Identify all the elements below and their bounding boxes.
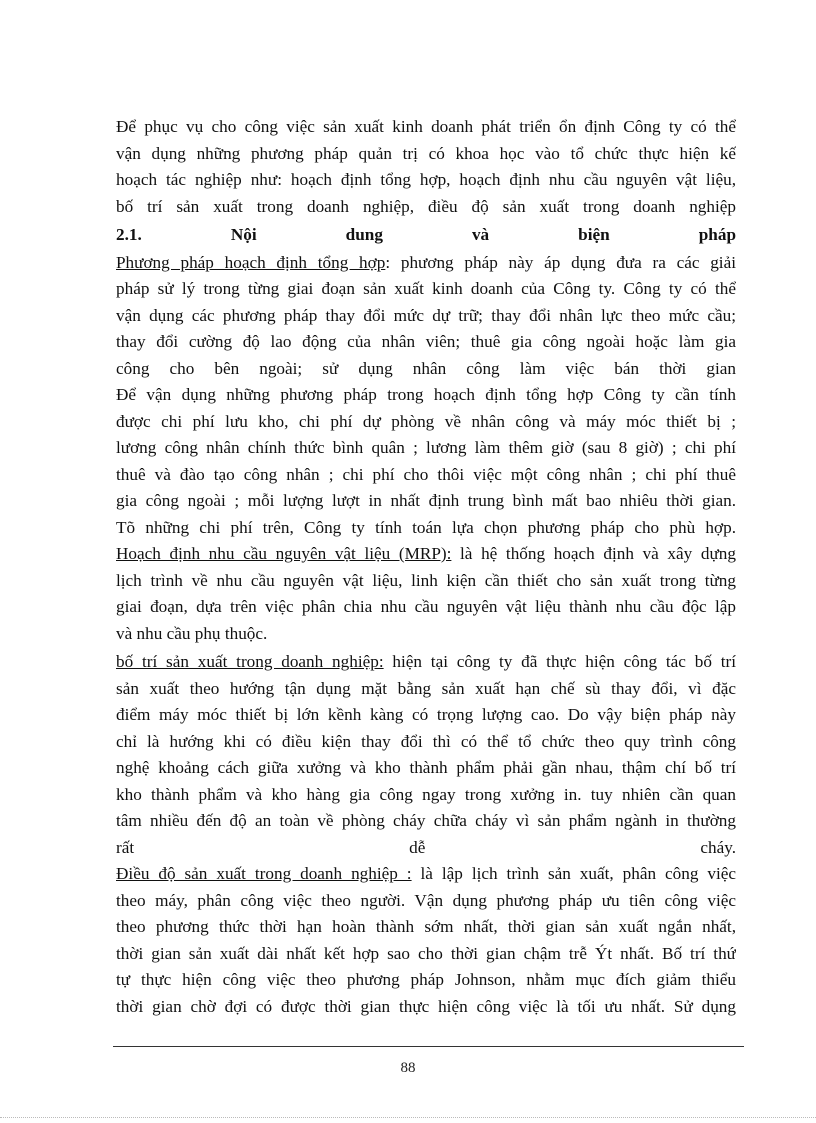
text-line: Để vận dụng những phương pháp trong hoạch định tổng hợp Công ty cần tính — [116, 385, 736, 404]
page-bottom-edge — [0, 1117, 816, 1118]
text-line: điểm máy móc thiết bị lớn kềnh kàng có trọng lượng cao. Do vậy biện pháp này — [116, 705, 736, 724]
text-line: tự thực hiện công việc theo phương pháp Johnson, nhằm mục đích giảm thiểu — [116, 970, 736, 989]
text-line: Điều độ sản xuất trong doanh nghiệp : là lập lịch trình sản xuất, phân công việc — [116, 864, 736, 883]
text-line: bố trí sản xuất trong doanh nghiệp, điều độ sản xuất trong doanh nghiệp — [116, 196, 736, 216]
text-line: bố trí sản xuất trong doanh nghiệp: hiện tại công ty đã thực hiện công tác bố trí — [116, 652, 736, 671]
text-line: thuê và đào tạo công nhân ; chi phí cho thôi việc một công nhân ; chi phí thuê — [116, 464, 736, 484]
layout-term: bố trí sản xuất trong doanh nghiệp: — [116, 652, 384, 671]
footer-divider — [113, 1046, 744, 1047]
text-line: vận dụng những phương pháp quản trị có khoa học vào tổ chức thực hiện kế — [116, 143, 736, 163]
text-line: Phương pháp hoạch định tổng hợp: phương pháp này áp dụng đưa ra các giải — [116, 252, 736, 272]
text-line: nghệ khoảng cách giữa xưởng và kho thành phẩm phải gần nhau, thậm chí bố trí — [116, 758, 736, 777]
text-line: kho thành phẩm và kho hàng gia công ngay trong xưởng in. tuy nhiên cần quan — [116, 784, 736, 804]
text-line: Tõ những chi phí trên, Công ty tính toán lựa chọn phương pháp cho phù hợp. — [116, 517, 736, 537]
text-line: lịch trình về nhu cầu nguyên vật liệu, linh kiện cần thiết cho sản xuất trong từng — [116, 570, 736, 590]
text-line: được chi phí lưu kho, chi phí dự phòng về nhân công và máy móc thiết bị ; — [116, 411, 736, 431]
layout-paragraph — [116, 649, 736, 861]
text-line: và nhu cầu phụ thuộc. — [116, 623, 268, 643]
text-line: sản xuất theo hướng tận dụng mặt bằng sản xuất hạn chế sù thay đổi, vì đặc — [116, 678, 736, 698]
text-line: gia công ngoài ; mỗi lượng lượt in nhất định trung bình mất bao nhiêu thời gian. — [116, 491, 736, 510]
text-line: Để phục vụ cho công việc sản xuất kinh doanh phát triển ổn định Công ty có thể — [116, 117, 736, 136]
text-line: thời gian sản xuất dài nhất kết hợp sao cho thời gian chậm trễ Ýt nhất. Bố trí thứ — [116, 943, 736, 963]
text-line: Hoạch định nhu cầu nguyên vật liệu (MRP): là hệ thống hoạch định và xây dựng — [116, 544, 736, 563]
text-line: theo máy, phân công việc theo người. Vận dụng phương pháp ưu tiên công việc — [116, 890, 736, 910]
text-line: theo phương thức thời hạn hoàn thành sớm nhất, thời gian sản xuất ngắn nhất, — [116, 917, 736, 936]
text-line: giai đoạn, dựa trên việc phân chia nhu cầu nguyên vật liệu thành nhu cầu độc lập — [116, 597, 736, 616]
aggregate-planning-term: Phương pháp hoạch định tổng hợp — [116, 252, 386, 272]
text-line: thay đổi cường độ lao động của nhân viên; thuê gia công ngoài hoặc làm gia — [116, 332, 736, 351]
body-text — [116, 114, 736, 1020]
intro-paragraph — [116, 114, 736, 220]
page-number: 88 — [400, 1060, 416, 1076]
text-line: vận dụng các phương pháp thay đổi mức dự trữ; thay đổi nhân lực theo mức cầu; — [116, 305, 736, 325]
text-line: thời gian chờ đợi có được thời gian thực hiện công việc là tối ưu nhất. Sử dụng — [116, 996, 736, 1016]
aggregate-planning-paragraph — [116, 250, 736, 542]
text-line: lương công nhân chính thức bình quân ; lương làm thêm giờ (sau 8 giờ) ; chi phí — [116, 438, 736, 457]
text-line: tâm nhiều đến độ an toàn về phòng cháy chữa cháy vì sản phẩm ngành in thường — [116, 811, 736, 830]
scheduling-term: Điều độ sản xuất trong doanh nghiệp : — [116, 864, 412, 883]
text-line: pháp sử lý trong từng giai đoạn sản xuất kinh doanh của Công ty. Công ty có thể — [116, 279, 736, 298]
text-line: công cho bên ngoài; sử dụng nhân công làm việc bán thời gian — [116, 358, 736, 378]
text-line: chỉ là hướng khi có điều kiện thay đổi thì có thể tổ chức theo quy trình công — [116, 731, 736, 751]
mrp-paragraph — [116, 541, 736, 647]
scheduling-paragraph — [116, 861, 736, 1020]
section-heading: 2.1. Nội dung và biện pháp — [116, 225, 736, 244]
mrp-term: Hoạch định nhu cầu nguyên vật liệu (MRP): — [116, 544, 452, 563]
text-line: rất dễ cháy. — [116, 837, 736, 857]
text-line: hoạch tác nghiệp như: hoạch định tổng hợp, hoạch định nhu cầu nguyên vật liệu, — [116, 170, 736, 189]
